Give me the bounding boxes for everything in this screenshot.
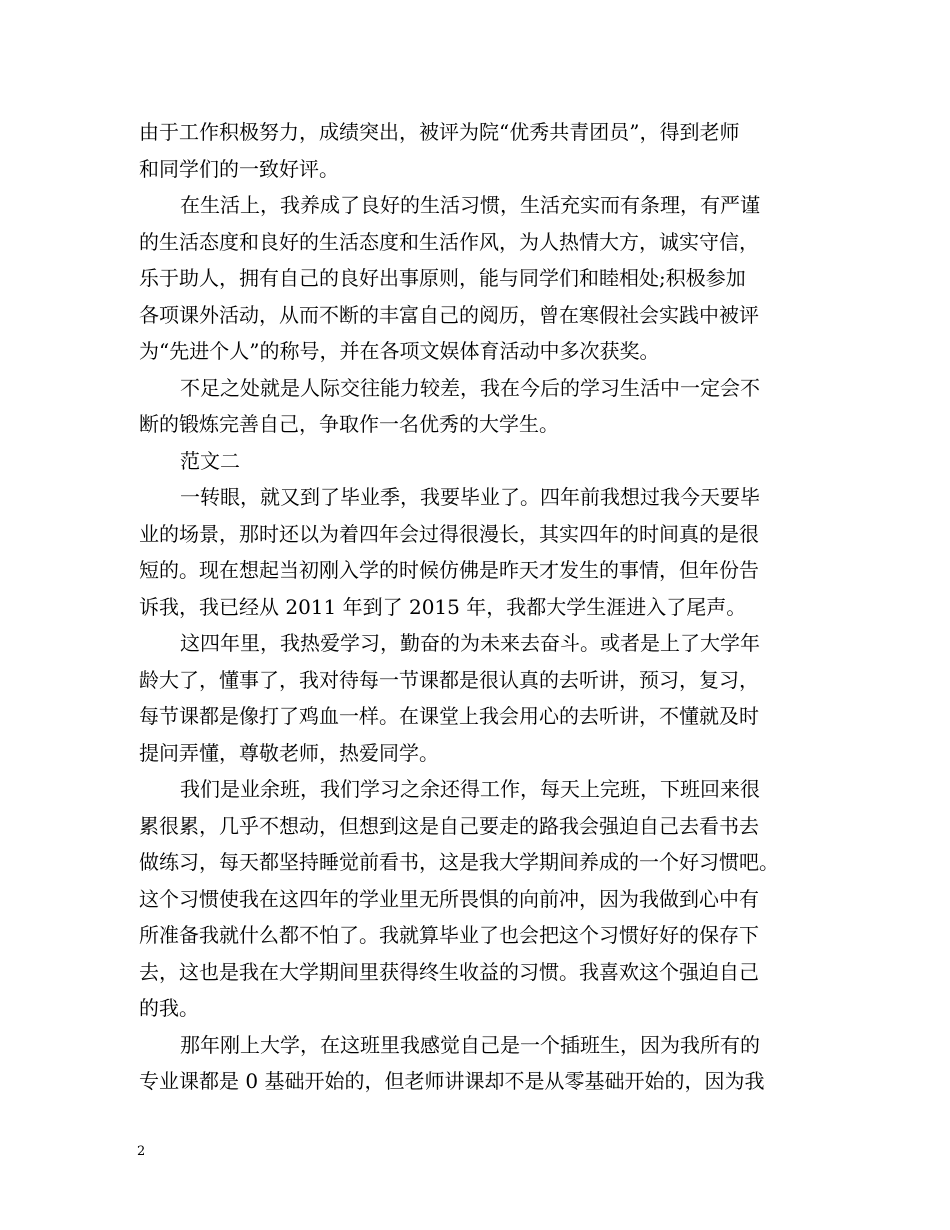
text-line: 龄大了，懂事了，我对待每一节课都是很认真的去听讲，预习，复习， — [139, 667, 759, 692]
paragraph-start-line: 在生活上，我养成了良好的生活习惯，生活充实而有条理，有严谨 — [180, 193, 760, 217]
text-line: 诉我，我已经从 2011 年到了 2015 年，我都大学生涯进入了尾声。 — [139, 594, 747, 619]
text-line: 做练习，每天都坚持睡觉前看书，这是我大学期间养成的一个好习惯吧。 — [139, 850, 779, 874]
section-heading: 范文二 — [180, 448, 240, 473]
text-line: 为“先进个人”的称号，并在各项文娱体育活动中多次获奖。 — [139, 339, 660, 363]
text-line: 的我。 — [139, 996, 199, 1020]
text-line: 这个习惯使我在这四年的学业里无所畏惧的向前冲，因为我做到心中有 — [139, 886, 759, 911]
body-text — [139, 114, 819, 1100]
text-line: 去，这也是我在大学期间里获得终生收益的习惯。我喜欢这个强迫自己 — [139, 959, 759, 984]
text-line: 每节课都是像打了鸡血一样。在课堂上我会用心的去听讲，不懂就及时 — [139, 704, 759, 728]
paragraph-start-line: 不足之处就是人际交往能力较差，我在今后的学习生活中一定会不 — [180, 375, 760, 400]
text-line: 和同学们的一致好评。 — [139, 156, 339, 181]
text-line: 提问弄懂，尊敬老师，热爱同学。 — [139, 740, 439, 765]
text-line: 业的场景，那时还以为着四年会过得很漫长，其实四年的时间真的是很 — [139, 521, 759, 546]
paragraph-start-line: 这四年里，我热爱学习，勤奋的为未来去奋斗。或者是上了大学年 — [180, 631, 760, 655]
text-line: 断的锻炼完善自己，争取作一名优秀的大学生。 — [139, 412, 559, 436]
text-line: 专业课都是 0 基础开始的，但老师讲课却不是从零基础开始的，因为我 — [139, 1069, 765, 1093]
page-number: 2 — [137, 1144, 146, 1159]
text-line: 累很累，几乎不想动，但想到这是自己要走的路我会强迫自己去看书去 — [139, 813, 759, 838]
text-line: 短的。现在想起当初刚入学的时候仿佛是昨天才发生的事情，但年份告 — [139, 558, 759, 582]
paragraph-start-line: 我们是业余班，我们学习之余还得工作，每天上完班，下班回来很 — [180, 777, 760, 801]
text-line: 由于工作积极努力，成绩突出，被评为院“优秀共青团员”，得到老师 — [139, 120, 740, 144]
text-line: 的生活态度和良好的生活态度和生活作风，为人热情大方，诚实守信， — [139, 229, 759, 254]
text-line: 所准备我就什么都不怕了。我就算毕业了也会把这个习惯好好的保存下 — [139, 923, 759, 947]
text-line: 乐于助人，拥有自己的良好出事原则，能与同学们和睦相处;积极参加 — [139, 266, 746, 290]
paragraph-start-line: 那年刚上大学，在这班里我感觉自己是一个插班生，因为我所有的 — [180, 1032, 760, 1057]
text-line: 各项课外活动，从而不断的丰富自己的阅历，曾在寒假社会实践中被评 — [139, 302, 759, 327]
paragraph-start-line: 一转眼，就又到了毕业季，我要毕业了。四年前我想过我今天要毕 — [180, 485, 760, 509]
